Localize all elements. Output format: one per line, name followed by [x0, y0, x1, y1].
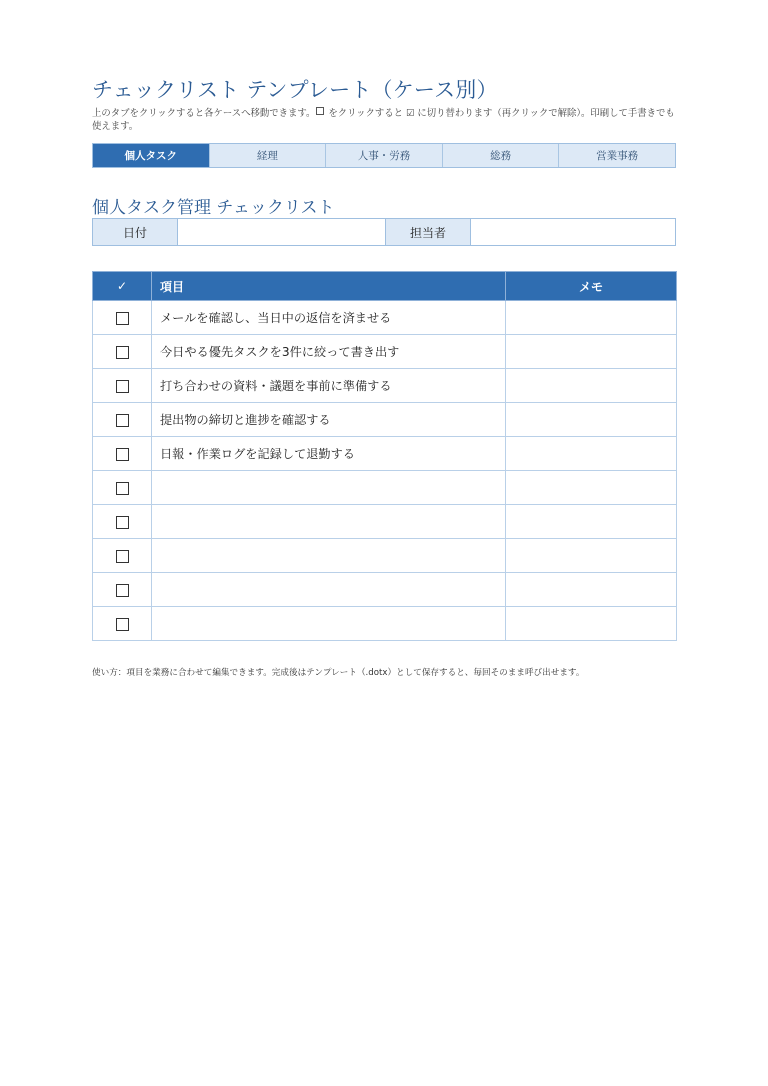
check-cell	[93, 301, 152, 335]
case-tabs	[92, 143, 676, 168]
tab-sales-admin[interactable]: 営業事務	[558, 144, 675, 167]
check-cell	[93, 369, 152, 403]
checkbox[interactable]	[116, 618, 129, 631]
tab-accounting[interactable]: 経理	[209, 144, 326, 167]
checkbox[interactable]	[116, 550, 129, 563]
item-cell[interactable]	[152, 607, 506, 641]
table-row	[93, 335, 677, 369]
table-row	[93, 301, 677, 335]
date-label: 日付	[93, 219, 177, 245]
memo-cell[interactable]	[506, 369, 677, 403]
checkbox[interactable]	[116, 584, 129, 597]
check-cell	[93, 403, 152, 437]
check-cell	[93, 573, 152, 607]
check-cell	[93, 505, 152, 539]
checkbox[interactable]	[116, 380, 129, 393]
table-row	[93, 471, 677, 505]
checkbox[interactable]	[116, 414, 129, 427]
checkbox[interactable]	[116, 346, 129, 359]
table-header-row	[93, 272, 677, 301]
checkbox-empty-icon	[316, 107, 324, 115]
instructions-part1: 上のタブをクリックすると各ケースへ移動できます。	[92, 108, 316, 119]
memo-cell[interactable]	[506, 301, 677, 335]
tab-general-affairs[interactable]: 総務	[442, 144, 559, 167]
tab-personal-tasks[interactable]: 個人タスク	[93, 144, 209, 167]
table-row	[93, 607, 677, 641]
meta-row	[92, 218, 676, 246]
item-cell[interactable]: メールを確認し、当日中の返信を済ませる	[152, 301, 506, 335]
table-row	[93, 437, 677, 471]
table-row	[93, 369, 677, 403]
check-cell	[93, 335, 152, 369]
item-cell[interactable]: 日報・作業ログを記録して退勤する	[152, 437, 506, 471]
memo-cell[interactable]	[506, 607, 677, 641]
table-row	[93, 505, 677, 539]
instructions-part2: をクリックすると ☑ に切り替わります（再クリックで解除）。印刷して手書きでも使えます。	[92, 108, 675, 132]
item-cell[interactable]	[152, 573, 506, 607]
memo-cell[interactable]	[506, 505, 677, 539]
table-row	[93, 403, 677, 437]
document-title: チェックリスト テンプレート（ケース別）	[92, 78, 498, 102]
memo-cell[interactable]	[506, 437, 677, 471]
memo-cell[interactable]	[506, 573, 677, 607]
check-cell	[93, 607, 152, 641]
item-cell[interactable]: 打ち合わせの資料・議題を事前に準備する	[152, 369, 506, 403]
item-cell[interactable]: 提出物の締切と進捗を確認する	[152, 403, 506, 437]
owner-field[interactable]	[470, 219, 675, 245]
check-cell	[93, 471, 152, 505]
check-cell	[93, 437, 152, 471]
checkbox[interactable]	[116, 516, 129, 529]
table-row	[93, 539, 677, 573]
instructions-text	[92, 107, 676, 133]
table-row	[93, 573, 677, 607]
section-title: 個人タスク管理 チェックリスト	[92, 198, 335, 218]
memo-cell[interactable]	[506, 335, 677, 369]
checkbox[interactable]	[116, 312, 129, 325]
checklist-table	[92, 271, 677, 641]
item-cell[interactable]: 今日やる優先タスクを3件に絞って書き出す	[152, 335, 506, 369]
checkbox[interactable]	[116, 448, 129, 461]
item-cell[interactable]	[152, 505, 506, 539]
memo-cell[interactable]	[506, 403, 677, 437]
usage-footnote: 使い方：項目を業務に合わせて編集できます。完成後はテンプレート（.dotx）として保存すると、毎回そのまま呼び出せます。	[92, 668, 585, 678]
memo-cell[interactable]	[506, 539, 677, 573]
item-column-header: 項目	[152, 272, 506, 301]
item-cell[interactable]	[152, 539, 506, 573]
checkbox[interactable]	[116, 482, 129, 495]
date-field[interactable]	[177, 219, 386, 245]
tab-hr-labor[interactable]: 人事・労務	[325, 144, 442, 167]
memo-column-header: メモ	[506, 272, 677, 301]
memo-cell[interactable]	[506, 471, 677, 505]
owner-label: 担当者	[386, 219, 470, 245]
check-cell	[93, 539, 152, 573]
check-column-header: ✓	[93, 272, 152, 301]
item-cell[interactable]	[152, 471, 506, 505]
